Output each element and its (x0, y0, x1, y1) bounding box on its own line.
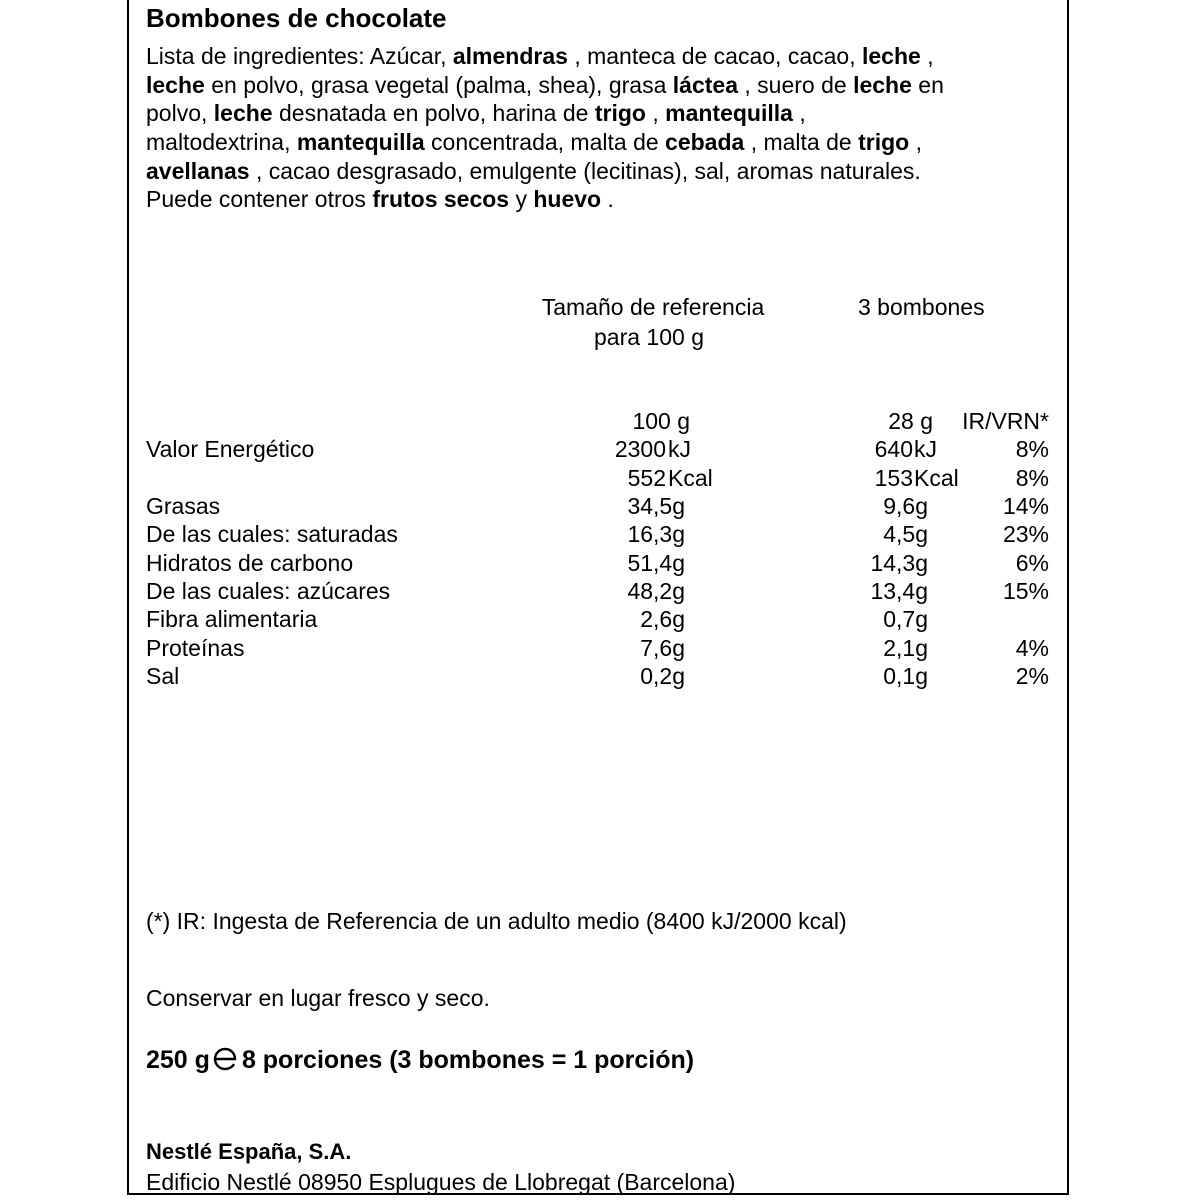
value-100g: 7,6g (640, 635, 685, 661)
ingredients-line-2: leche en polvo, grasa vegetal (palma, shea), grasa láctea , suero de leche en (146, 72, 944, 98)
col-header-100g: 100 g (632, 408, 690, 434)
nutrient-label: Sal (146, 663, 180, 689)
value-ir: 8% (1015, 465, 1049, 491)
value-100g: 16,3g (627, 521, 685, 547)
unit-portion: kJ (914, 436, 937, 462)
company-address: Edificio Nestlé 08950 Esplugues de Llobregat (Barcelona) (146, 1169, 736, 1195)
value-ir: 6% (1015, 550, 1049, 576)
nutrient-label: De las cuales: saturadas (146, 521, 398, 547)
nutrient-label: De las cuales: azúcares (146, 578, 391, 604)
value-100g: 0,2g (640, 663, 685, 689)
reference-size-header: Tamaño de referencia (541, 294, 765, 320)
product-title: Bombones de chocolate (146, 3, 447, 33)
company-name: Nestlé España, S.A. (146, 1139, 352, 1164)
value-portion: 153 (874, 465, 913, 491)
value-100g: 34,5g (627, 493, 685, 519)
value-portion: 0,7g (883, 606, 928, 632)
unit-100g: kJ (668, 436, 691, 462)
ingredients-line-1: Lista de ingredientes: Azúcar, almendras , manteca de cacao, cacao, leche , (146, 43, 934, 69)
value-100g: 51,4g (627, 550, 685, 576)
value-100g: 552 (627, 465, 666, 491)
value-100g: 48,2g (627, 578, 685, 604)
net-weight: 250 g (146, 1046, 210, 1074)
nutrient-label: Proteínas (146, 635, 245, 661)
value-portion: 640 (874, 436, 913, 462)
footnote: (*) IR: Ingesta de Referencia de un adulto medio (8400 kJ/2000 kcal) (146, 908, 847, 934)
nutrient-label: Valor Energético (146, 436, 315, 462)
col-header-ir: IR/VRN* (962, 408, 1049, 434)
value-portion: 0,1g (883, 663, 928, 689)
value-ir: 15% (1002, 578, 1049, 604)
value-ir: 4% (1015, 635, 1049, 661)
ingredients-line-4: maltodextrina, mantequilla concentrada, malta de cebada , malta de trigo , (146, 129, 922, 155)
value-ir: 2% (1015, 663, 1049, 689)
allergen-warning: Puede contener otros frutos secos y huevo . (146, 186, 614, 212)
portions-info: 8 porciones (3 bombones = 1 porción) (241, 1046, 695, 1074)
portion-header: 3 bombones (858, 294, 985, 320)
value-100g: 2300 (614, 436, 666, 462)
storage-instructions: Conservar en lugar fresco y seco. (146, 985, 490, 1011)
value-ir: 8% (1015, 436, 1049, 462)
col-header-28g: 28 g (888, 408, 933, 434)
value-ir: 23% (1002, 521, 1049, 547)
nutrient-label: Fibra alimentaria (146, 606, 318, 632)
ingredients-line-3: polvo, leche desnatada en polvo, harina de trigo , mantequilla , (146, 100, 806, 126)
ingredients-line-5: avellanas , cacao desgrasado, emulgente (lecitinas), sal, aromas naturales. (146, 158, 921, 184)
unit-portion: Kcal (914, 465, 959, 491)
nutrient-label: Hidratos de carbono (146, 550, 354, 576)
value-portion: 2,1g (883, 635, 928, 661)
value-100g: 2,6g (640, 606, 685, 632)
value-portion: 9,6g (883, 493, 928, 519)
nutrient-label: Grasas (146, 493, 221, 519)
reference-size-subheader: para 100 g (594, 324, 704, 350)
value-ir: 14% (1002, 493, 1049, 519)
unit-100g: Kcal (668, 465, 713, 491)
value-portion: 14,3g (870, 550, 928, 576)
value-portion: 13,4g (870, 578, 928, 604)
value-portion: 4,5g (883, 521, 928, 547)
net-weight-line (146, 1046, 694, 1075)
estimated-e-mark-icon (212, 1046, 238, 1072)
